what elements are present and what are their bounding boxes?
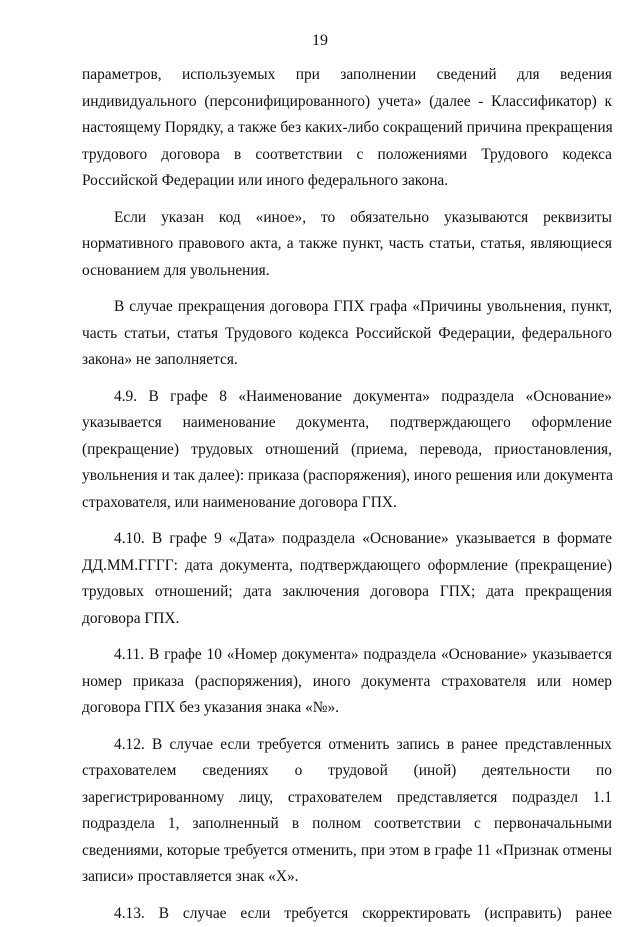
- text-line: ДД.ММ.ГГГГ: дата документа, подтверждающего оформление (прекращение): [82, 553, 612, 580]
- paragraph-gap: [82, 516, 612, 526]
- text-line: трудового договора в соответствии с положениями Трудового кодекса: [82, 142, 612, 169]
- paragraph-gap: [82, 195, 612, 205]
- text-line: трудовых отношений; дата заключения договора ГПХ; дата прекращения: [82, 579, 612, 606]
- paragraph-gap: [82, 374, 612, 384]
- paragraph: [82, 294, 612, 374]
- text-line: договора ГПХ.: [82, 606, 612, 633]
- text-line: страхователя, или наименование договора ГПХ.: [82, 490, 612, 517]
- text-line: подраздела 1, заполненный в полном соответствии с первоначальными: [82, 811, 612, 838]
- paragraph-gap: [82, 632, 612, 642]
- text-line: сведениями, которые требуется отменить, при этом в графе 11 «Признак отмены: [82, 838, 612, 865]
- document-body: [82, 62, 612, 927]
- paragraph: [82, 205, 612, 285]
- text-line: основанием для увольнения.: [82, 258, 612, 285]
- page-number: 19: [0, 32, 640, 50]
- paragraph: [82, 901, 612, 927]
- text-line: Российской Федерации или иного федерального закона.: [82, 168, 612, 195]
- text-line: страхователем сведениях о трудовой (иной) деятельности по: [82, 758, 612, 785]
- text-line: номер приказа (распоряжения), иного документа страхователя или номер: [82, 669, 612, 696]
- text-line: (прекращение) трудовых отношений (приема, перевода, приостановления,: [82, 437, 612, 464]
- paragraph: [82, 732, 612, 891]
- paragraph: [82, 384, 612, 517]
- paragraph: [82, 526, 612, 632]
- paragraph-gap: [82, 722, 612, 732]
- text-line: увольнения и так далее): приказа (распоряжения), иного решения или документа: [82, 463, 612, 490]
- text-line: договора ГПХ без указания знака «№».: [82, 695, 612, 722]
- text-line: нормативного правового акта, а также пункт, часть статьи, статья, являющиеся: [82, 231, 612, 258]
- text-line: настоящему Порядку, а также без каких-либо сокращений причина прекращения: [82, 115, 612, 142]
- text-line: индивидуального (персонифицированного) учета» (далее - Классификатор) к: [82, 89, 612, 116]
- text-line: 4.12. В случае если требуется отменить запись в ранее представленных: [82, 732, 612, 759]
- text-line: часть статьи, статья Трудового кодекса Российской Федерации, федерального: [82, 321, 612, 348]
- text-line: зарегистрированному лицу, страхователем представляется подраздел 1.1: [82, 785, 612, 812]
- paragraph-gap: [82, 284, 612, 294]
- text-line: В случае прекращения договора ГПХ графа «Причины увольнения, пункт,: [82, 294, 612, 321]
- text-line: 4.9. В графе 8 «Наименование документа» подраздела «Основание»: [82, 384, 612, 411]
- text-line: закона» не заполняется.: [82, 347, 612, 374]
- paragraph-gap: [82, 891, 612, 901]
- paragraph: [82, 642, 612, 722]
- text-line: указывается наименование документа, подтверждающего оформление: [82, 410, 612, 437]
- paragraph: [82, 62, 612, 195]
- text-line: Если указан код «иное», то обязательно указываются реквизиты: [82, 205, 612, 232]
- text-line: 4.10. В графе 9 «Дата» подраздела «Основание» указывается в формате: [82, 526, 612, 553]
- text-line: записи» проставляется знак «Х».: [82, 864, 612, 891]
- text-line: 4.11. В графе 10 «Номер документа» подраздела «Основание» указывается: [82, 642, 612, 669]
- text-line: параметров, используемых при заполнении сведений для ведения: [82, 62, 612, 89]
- text-line: 4.13. В случае если требуется скорректировать (исправить) ранее: [82, 901, 612, 927]
